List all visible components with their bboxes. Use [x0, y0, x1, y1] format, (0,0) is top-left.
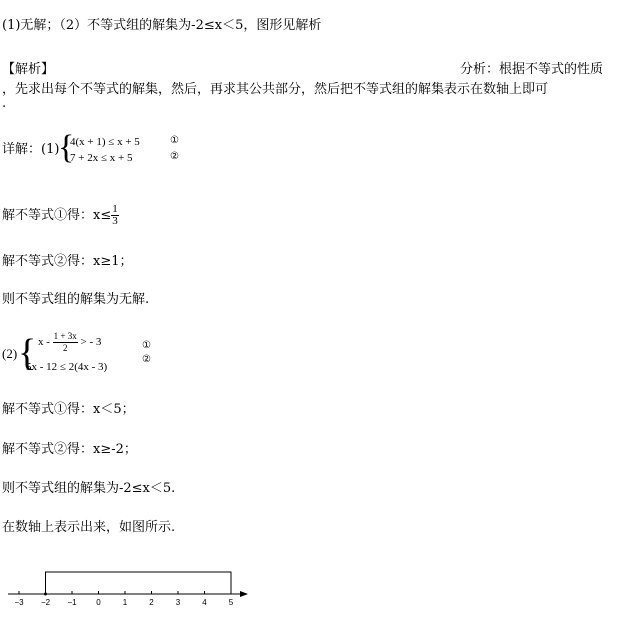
numberline-intro: 在数轴上表示出来，如图所示. [2, 520, 176, 535]
part2-prefix: (2) [2, 346, 18, 361]
part1-mark1: ① [170, 135, 179, 146]
part2-eq1-left: x - [38, 336, 50, 349]
tick-label: 0 [96, 598, 101, 607]
part1-eq2: 7 + 2x ≤ x + 5 [70, 152, 133, 164]
part2-solve1: 解不等式①得：x＜5； [2, 402, 135, 417]
number-line [0, 566, 630, 636]
part1-conclusion: 则不等式组的解集为无解. [2, 292, 150, 307]
part2-eq1-num: 1 + 3x [53, 331, 77, 341]
tick-label: −1 [67, 598, 77, 607]
part1-solve1-den: 3 [112, 215, 118, 227]
part2-mark1: ① [142, 340, 151, 351]
part2-eq1 [38, 331, 101, 354]
part2-eq1-den: 2 [62, 343, 68, 353]
part1-solve2: 解不等式②得：x≥1； [2, 254, 133, 269]
solution-range [46, 572, 232, 594]
part1-solve1-num: 1 [112, 203, 118, 215]
closed-endpoint [44, 593, 47, 596]
part2-mark2: ② [142, 354, 151, 365]
part2-eq1-frac [53, 331, 78, 354]
tick-label: 2 [149, 598, 154, 607]
tick-label: 4 [202, 598, 207, 607]
part2-solve2: 解不等式②得：x≥-2； [2, 442, 137, 457]
axis-arrow-icon [240, 591, 248, 597]
part1-mark2: ② [170, 151, 179, 162]
number-line-ticks [14, 591, 233, 607]
part1-prefix: 详解：(1) [2, 142, 60, 157]
analysis-title: 【解析】 [2, 62, 55, 77]
part1-brace: { [58, 129, 75, 166]
part1-eq1: 4(x + 1) ≤ x + 5 [70, 136, 140, 148]
tick-label: −2 [40, 598, 51, 607]
part2-conclusion: 则不等式组的解集为-2≤x＜5. [2, 481, 176, 496]
analysis-text-1: 根据不等式的性质 [499, 62, 604, 77]
part1-solve1 [2, 204, 119, 227]
tick-label: 1 [122, 598, 128, 607]
analysis-text-3: . [2, 96, 7, 111]
part2-eq1-right: > - 3 [80, 336, 102, 349]
answer-line: (1)无解；（2）不等式组的解集为-2≤x＜5，图形见解析 [2, 18, 322, 33]
part2-eq2: 5x - 12 ≤ 2(4x - 3) [26, 361, 108, 373]
part1-solve1-prefix: 解不等式①得：x≤ [2, 208, 112, 223]
part1-solve1-frac [111, 204, 119, 227]
tick-label: 3 [175, 598, 181, 607]
part2-brace: { [18, 332, 37, 374]
analysis-text-2: ，先求出每个不等式的解集，然后，再求其公共部分，然后把不等式组的解集表示在数轴上即可 [2, 82, 549, 97]
analysis-label [460, 62, 603, 78]
tick-label: −3 [14, 598, 24, 607]
analysis-label-text: 分析： [460, 62, 500, 77]
tick-label: 5 [228, 598, 234, 607]
